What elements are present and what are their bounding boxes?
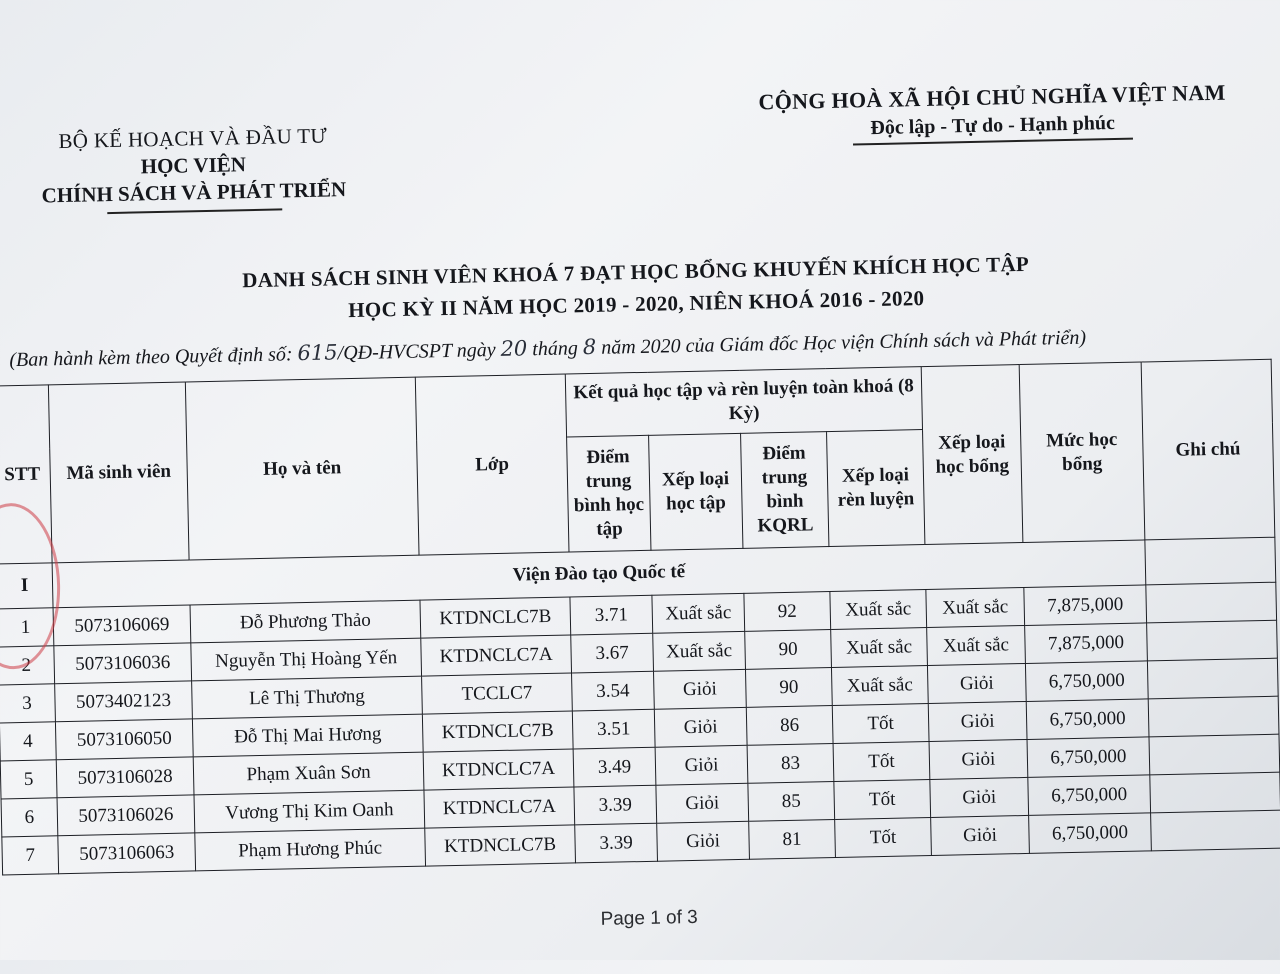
row-conduct-score: 86: [746, 706, 833, 746]
row-student-id: 5073106063: [58, 833, 196, 874]
row-note: [1150, 772, 1280, 813]
row-class: KTDNCLC7B: [422, 711, 573, 752]
row-name: Đỗ Phương Thảo: [190, 600, 421, 643]
row-stt: 4: [0, 722, 56, 761]
row-student-id: 5073106036: [54, 643, 192, 684]
row-amount: 7,875,000: [1025, 623, 1148, 664]
section-name: Viện Đào tạo Quốc tế: [52, 540, 1146, 608]
institute-line2: CHÍNH SÁCH VÀ PHÁT TRIỂN: [41, 177, 347, 208]
national-motto: Độc lập - Tự do - Hạnh phúc: [870, 111, 1116, 140]
row-amount: 6,750,000: [1025, 661, 1148, 702]
scholarship-table: [0, 359, 1280, 876]
header-conduct-rank: Xếp loại rèn luyện: [827, 430, 925, 547]
row-name: Phạm Hương Phúc: [195, 828, 426, 871]
row-stt: 7: [2, 836, 59, 875]
decision-month-label: tháng: [532, 337, 579, 361]
row-conduct-score: 92: [744, 592, 831, 632]
row-gpa: 3.49: [573, 747, 656, 787]
row-conduct-rank: Xuất sắc: [831, 666, 928, 706]
row-scholarship-rank: Giỏi: [927, 663, 1026, 703]
row-conduct-score: 90: [745, 668, 832, 708]
row-conduct-score: 90: [745, 630, 832, 670]
row-scholarship-rank: Giỏi: [928, 701, 1027, 741]
row-amount: 6,750,000: [1027, 737, 1150, 778]
row-conduct-rank: Tốt: [835, 817, 932, 857]
decision-day: 20: [500, 336, 528, 361]
row-scholarship-rank: Xuất sắc: [926, 587, 1025, 627]
section-note: [1145, 537, 1276, 585]
header-name: Họ và tên: [185, 377, 419, 560]
decision-number: 615: [297, 340, 338, 366]
row-conduct-rank: Tốt: [833, 742, 930, 782]
document-title-line2: HỌC KỲ II NĂM HỌC 2019 - 2020, NIÊN KHOÁ 2016 - 2020: [348, 286, 925, 323]
header-note: Ghi chú: [1141, 359, 1275, 540]
header-results-group: Kết quả học tập và rèn luyện toàn khoá (8 Kỳ): [565, 367, 922, 437]
row-academic-rank: Giỏi: [654, 669, 747, 709]
row-conduct-score: 85: [748, 782, 835, 822]
row-conduct-rank: Xuất sắc: [830, 590, 927, 630]
row-class: KTDNCLC7A: [421, 635, 572, 676]
decision-suffix: năm 2020 của Giám đốc Học viện Chính sách và Phát triển): [600, 326, 1087, 359]
row-name: Phạm Xuân Sơn: [193, 752, 424, 795]
document-title-line1: DANH SÁCH SINH VIÊN KHOÁ 7 ĐẠT HỌC BỔNG KHUYẾN KHÍCH HỌC TẬP: [242, 251, 1030, 293]
row-gpa: 3.39: [575, 823, 658, 863]
row-note: [1151, 810, 1280, 851]
row-academic-rank: Giỏi: [657, 821, 750, 861]
ministry-name: BỘ KẾ HOẠCH VÀ ĐẦU TƯ: [58, 123, 328, 154]
row-scholarship-rank: Giỏi: [931, 815, 1030, 855]
row-note: [1148, 696, 1279, 737]
row-stt: 2: [0, 646, 55, 685]
header-academic-rank: Xếp loại học tập: [649, 433, 743, 550]
row-amount: 6,750,000: [1026, 699, 1149, 740]
row-name: Lê Thị Thương: [192, 676, 423, 719]
row-scholarship-rank: Giỏi: [930, 777, 1029, 817]
row-conduct-score: 81: [749, 819, 836, 859]
row-note: [1146, 582, 1277, 623]
row-amount: 7,875,000: [1024, 585, 1147, 626]
row-gpa: 3.51: [572, 709, 655, 749]
row-conduct-rank: Xuất sắc: [831, 628, 928, 668]
row-gpa: 3.67: [571, 633, 654, 673]
decision-prefix: (Ban hành kèm theo Quyết định số:: [9, 343, 293, 372]
header-amount: Mức học bổng: [1019, 362, 1145, 543]
header-gpa: Điểm trung bình học tập: [567, 435, 651, 552]
header-student-id: Mã sinh viên: [48, 382, 189, 563]
row-academic-rank: Giỏi: [655, 745, 748, 785]
row-gpa: 3.54: [572, 671, 655, 711]
row-name: Vương Thị Kim Oanh: [194, 790, 425, 833]
row-scholarship-rank: Xuất sắc: [927, 625, 1026, 665]
decision-code: /QĐ-HVCSPT ngày: [337, 338, 496, 365]
row-scholarship-rank: Giỏi: [929, 739, 1028, 779]
row-gpa: 3.39: [574, 785, 657, 825]
row-class: KTDNCLC7B: [420, 597, 571, 638]
row-academic-rank: Giỏi: [654, 707, 747, 747]
row-class: KTDNCLC7B: [425, 825, 576, 866]
row-name: Đỗ Thị Mai Hương: [192, 714, 423, 757]
row-amount: 6,750,000: [1029, 813, 1152, 854]
header-left-rule: [107, 208, 282, 213]
row-class: TCCLC7: [422, 673, 573, 714]
row-stt: 3: [0, 684, 55, 723]
row-class: KTDNCLC7A: [423, 749, 574, 790]
row-amount: 6,750,000: [1028, 775, 1151, 816]
row-note: [1147, 620, 1278, 661]
header-stt: STT: [0, 385, 52, 564]
page-number: Page 1 of 3: [600, 906, 698, 930]
country-name: CỘNG HOÀ XÃ HỘI CHỦ NGHĨA VIỆT NAM: [758, 79, 1226, 115]
row-name: Nguyễn Thị Hoàng Yến: [191, 638, 422, 681]
header-conduct-score: Điểm trung bình KQRL: [741, 432, 829, 549]
row-academic-rank: Xuất sắc: [653, 631, 746, 671]
national-header: [752, 80, 1233, 148]
row-student-id: 5073106026: [57, 795, 195, 836]
row-stt: 5: [0, 760, 57, 799]
row-academic-rank: Giỏi: [656, 783, 749, 823]
header-scholarship-rank: Xếp loại học bổng: [921, 365, 1023, 545]
row-gpa: 3.71: [570, 595, 653, 635]
row-class: KTDNCLC7A: [424, 787, 575, 828]
row-conduct-rank: Tốt: [832, 704, 929, 744]
row-stt: 1: [0, 608, 54, 647]
row-student-id: 5073106050: [55, 719, 193, 760]
row-student-id: 5073106028: [56, 757, 194, 798]
row-student-id: 5073402123: [55, 681, 193, 722]
row-stt: 6: [1, 798, 58, 837]
row-note: [1149, 734, 1280, 775]
row-academic-rank: Xuất sắc: [652, 593, 745, 633]
issuer-header: [23, 122, 365, 216]
header-class: Lớp: [415, 374, 569, 555]
row-conduct-rank: Tốt: [834, 779, 931, 819]
institute-line1: HỌC VIỆN: [140, 152, 247, 179]
section-index: I: [0, 563, 53, 609]
row-note: [1147, 658, 1278, 699]
decision-month: 8: [582, 334, 597, 360]
row-student-id: 5073106069: [53, 605, 191, 646]
row-conduct-score: 83: [747, 744, 834, 784]
